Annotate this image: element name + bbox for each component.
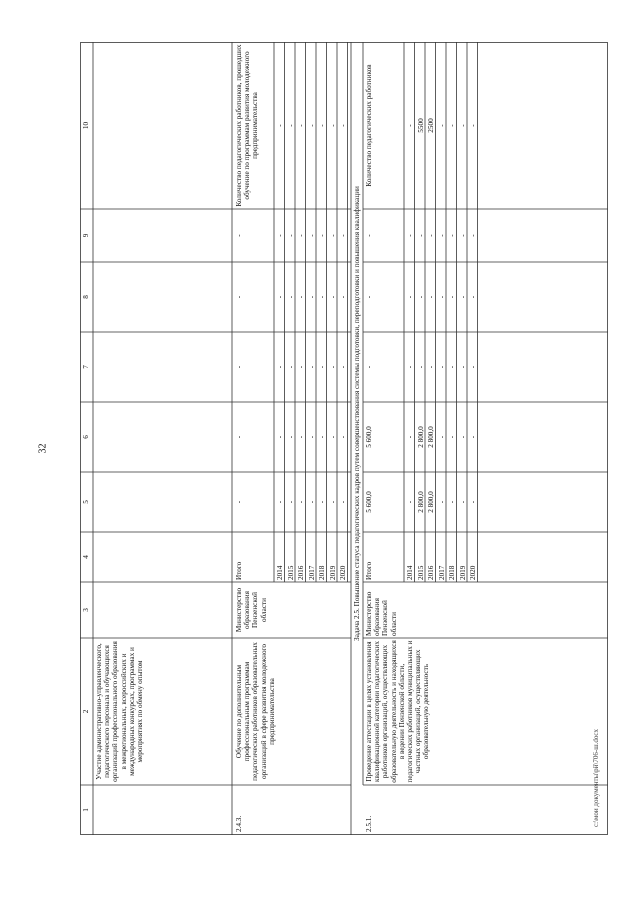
year-label: 2018 — [448, 565, 456, 580]
year-label: 2015 — [286, 565, 295, 580]
row-243-name: Обучение по дополнительным профессиональным программам педагогических работников образовательных организаций в сфере развития молодежного предпринимательства — [235, 642, 276, 781]
year-value-c6: - — [469, 435, 477, 439]
col-header-10: 10 — [82, 121, 90, 130]
year-value-c6: - — [276, 435, 284, 439]
col-header-1: 1 — [82, 808, 90, 812]
year-value-c5: - — [318, 500, 326, 504]
col-header-5: 5 — [82, 500, 90, 504]
year-value-c7: - — [406, 365, 414, 369]
year-value-c5: - — [307, 500, 316, 504]
year-value-c6: - — [318, 435, 326, 439]
year-value-c5: - — [406, 500, 414, 504]
year-value-c9: - — [339, 234, 347, 237]
year-label: 2014 — [276, 565, 284, 580]
year-value-c8: - — [469, 295, 477, 299]
year-value-c5: - — [469, 500, 477, 504]
year-label: 2016 — [427, 565, 435, 580]
year-value-c5: 2 800,0 — [427, 491, 435, 513]
year-label: 2020 — [339, 565, 347, 580]
file-path-footer: c:\мои документы\рй\706-ш.docx — [592, 729, 600, 827]
year-value-c5: - — [437, 500, 446, 504]
row-251-indicator: Количество педагогических работников — [365, 64, 373, 187]
year-value-c7: - — [318, 365, 326, 369]
rotated-table — [80, 42, 608, 835]
col-header-4: 4 — [82, 555, 90, 559]
row-251-total-c5: 5 600,0 — [365, 491, 373, 513]
year-value-c7: - — [448, 365, 456, 369]
col-header-7: 7 — [82, 365, 90, 369]
year-label: 2014 — [406, 565, 414, 580]
year-label: 2019 — [328, 565, 337, 580]
year-label: 2016 — [297, 565, 305, 580]
year-value-c8: - — [437, 295, 446, 299]
year-value-c6: - — [286, 435, 295, 439]
page-number: 32 — [37, 443, 49, 454]
year-value-c10: - — [328, 124, 337, 127]
year-value-c6: - — [307, 435, 316, 439]
row-243-total-c5: - — [235, 500, 243, 504]
year-value-c7: - — [416, 365, 425, 369]
year-value-c5: - — [458, 500, 467, 504]
year-value-c7: - — [339, 365, 347, 369]
year-value-c9: - — [286, 234, 295, 237]
year-value-c9: - — [427, 234, 435, 237]
year-value-c6: - — [339, 435, 347, 439]
year-value-c7: - — [427, 365, 435, 369]
year-value-c10: - — [297, 124, 305, 127]
year-value-c8: - — [406, 295, 414, 299]
year-value-c10: 5500 — [416, 118, 425, 133]
year-value-c8: - — [318, 295, 326, 299]
row-243-total-c8: - — [235, 295, 243, 299]
year-value-c6: - — [406, 435, 414, 439]
year-value-c10: - — [469, 124, 477, 127]
year-value-c10: - — [318, 124, 326, 127]
row-243-executor: Министерство образования Пензенской области — [235, 587, 268, 633]
row-243-number: 2.4.3. — [235, 815, 243, 832]
year-value-c7: - — [297, 365, 305, 369]
col-header-6: 6 — [82, 435, 90, 439]
row-243-indicator: Количество педагогических работников, прошедших обучение по программам развития молодежного предпринимательства — [235, 44, 260, 207]
year-value-c8: - — [297, 295, 305, 299]
year-label: 2015 — [416, 565, 425, 580]
year-value-c8: - — [339, 295, 347, 299]
year-value-c7: - — [458, 365, 467, 369]
row-243-total-c9: - — [235, 234, 243, 237]
year-value-c9: - — [307, 234, 316, 237]
col-header-3: 3 — [82, 608, 90, 612]
year-value-c8: - — [328, 295, 337, 299]
col-header-2: 2 — [82, 709, 90, 714]
year-value-c10: - — [307, 124, 316, 127]
year-value-c8: - — [276, 295, 284, 299]
year-value-c6: - — [448, 435, 456, 439]
year-value-c6: - — [458, 435, 467, 439]
year-label: 2019 — [458, 565, 467, 580]
row-251-total-c7: - — [365, 365, 373, 369]
year-value-c9: - — [458, 234, 467, 237]
year-label: 2017 — [307, 565, 316, 580]
task-2-5-heading: Задача 2.5. Повышение статуса педагогических кадров путем совершенствования системы подготовки, переподготовки и повышения квалификации — [353, 186, 361, 641]
year-value-c7: - — [328, 365, 337, 369]
year-value-c7: - — [469, 365, 477, 369]
year-value-c10: - — [276, 124, 284, 127]
year-value-c6: 2 800,0 — [427, 426, 435, 448]
year-value-c9: - — [318, 234, 326, 237]
year-value-c6: - — [297, 435, 305, 439]
year-value-c9: - — [469, 234, 477, 237]
year-value-c8: - — [286, 295, 295, 299]
year-value-c8: - — [307, 295, 316, 299]
row-251-total-c6: 5 600,0 — [365, 426, 373, 448]
year-value-c10: - — [448, 124, 456, 127]
col-header-9: 9 — [82, 233, 90, 238]
year-value-c7: - — [286, 365, 295, 369]
row-251-name: Проведение аттестации в целях установления квалификационной категории педагогических работников организаций, осуществляющих образовательную деятельность и находящихся в ведении Пензенской области, педагогических работников муниципальных и частных организаций, осуществляющих образовательную деятельность — [365, 640, 431, 783]
row-251-number: 2.5.1. — [365, 815, 373, 832]
year-value-c7: - — [307, 365, 316, 369]
year-value-c9: - — [328, 234, 337, 237]
year-value-c5: - — [286, 500, 295, 504]
year-value-c7: - — [276, 365, 284, 369]
row-243-total-c7: - — [235, 365, 243, 369]
year-value-c5: - — [328, 500, 337, 504]
year-value-c10: - — [458, 124, 467, 127]
year-label: 2020 — [469, 565, 477, 580]
row-243-total-c6: - — [235, 435, 243, 439]
year-value-c10: 2500 — [427, 118, 435, 133]
year-label: 2017 — [437, 565, 446, 580]
year-value-c9: - — [276, 234, 284, 237]
year-value-c10: - — [437, 124, 446, 127]
year-value-c10: - — [339, 124, 347, 127]
year-value-c9: - — [437, 234, 446, 237]
year-value-c9: - — [297, 234, 305, 237]
year-value-c8: - — [416, 295, 425, 299]
year-label: 2018 — [318, 565, 326, 580]
prev-row-name: Участие административно-управленческого, педагогического персонала и обучающихся организаций профессионального образования в межрегиональных, всероссийских и международных конкурсах, программах и мероприятиях по обмену опытом — [95, 641, 145, 782]
year-value-c10: - — [406, 124, 414, 127]
year-value-c5: 2 800,0 — [416, 491, 425, 513]
row-251-total-label: Итого — [365, 561, 373, 580]
year-value-c9: - — [448, 234, 456, 237]
year-value-c8: - — [427, 295, 435, 299]
year-value-c6: 2 800,0 — [416, 426, 425, 448]
year-value-c7: - — [437, 365, 446, 369]
row-243-total-label: Итого — [235, 561, 243, 580]
year-value-c8: - — [458, 295, 467, 299]
year-value-c6: - — [328, 435, 337, 439]
year-value-c8: - — [448, 295, 456, 299]
row-251-total-c9: - — [365, 234, 373, 237]
year-value-c9: - — [406, 234, 414, 237]
row-251-total-c8: - — [365, 295, 373, 299]
year-value-c5: - — [276, 500, 284, 504]
year-value-c9: - — [416, 234, 425, 237]
row-251-executor: Министерство образования Пензенской области — [365, 591, 398, 636]
year-value-c6: - — [437, 435, 446, 439]
year-value-c5: - — [448, 500, 456, 504]
year-value-c5: - — [339, 500, 347, 504]
year-value-c10: - — [286, 124, 295, 127]
col-header-8: 8 — [82, 295, 90, 299]
year-value-c5: - — [297, 500, 305, 504]
